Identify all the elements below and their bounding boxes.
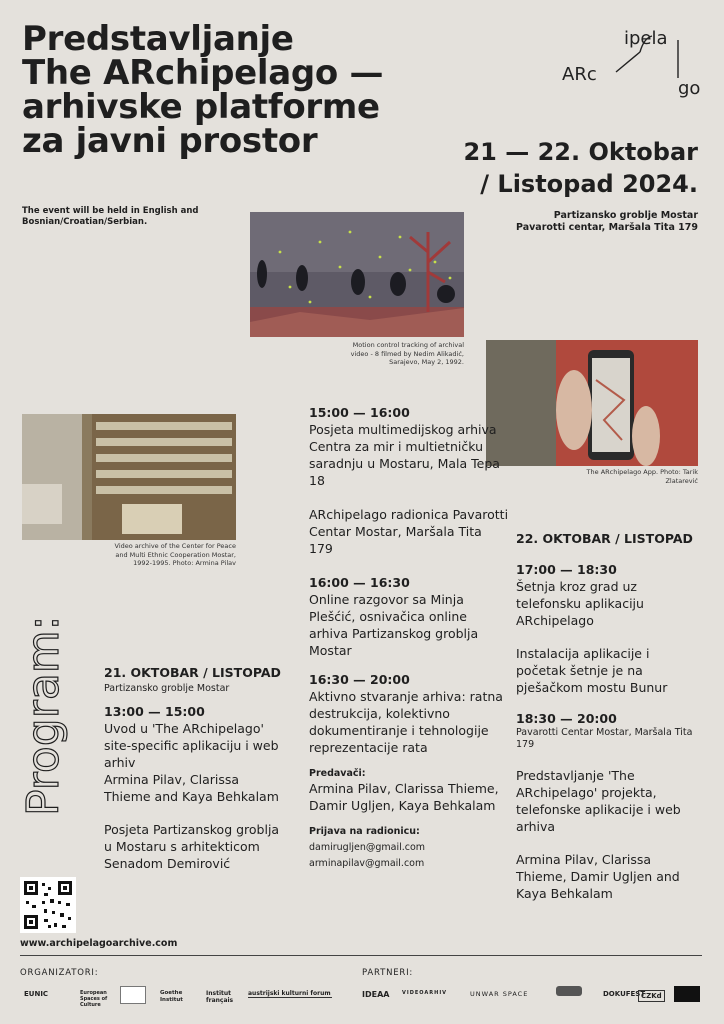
app-caption: The ARchipelago App. Photo: Tarik Zlatarević: [586, 468, 698, 485]
organizers-label: ORGANIZATORI:: [20, 968, 99, 978]
qr-code-icon: [20, 877, 76, 933]
eu-flag-icon: [120, 986, 146, 1004]
email-1[interactable]: damirugljen@gmail.com: [309, 842, 426, 853]
logo-text-ipela: ipela: [624, 28, 668, 49]
organizer-logo-eunic: EUNIC: [24, 990, 49, 998]
day-2-time-1: 17:00 — 18:30: [516, 562, 617, 577]
dates-line-1: 21 — 22. Oktobar: [463, 138, 698, 166]
tracking-image: [250, 212, 464, 337]
speakers-label: Predavači:: [309, 768, 366, 779]
mid-workshop: ARchipelago radionica Pavarotti Centar Mostar, Maršala Tita 179: [309, 507, 509, 556]
day-2-time-2: 18:30 — 20:00: [516, 711, 617, 726]
event-venue: [516, 210, 698, 234]
mid-desc-3: Aktivno stvaranje arhiva: ratna destrukcija, kolektivno dokumentiranje i tehnologije reprezentacije rata: [309, 689, 503, 755]
day-1-heading: 21. OKTOBAR / LISTOPAD: [104, 665, 281, 680]
partner-logo-videoarhiv: VIDEOARHIV: [402, 990, 448, 996]
event-dates: [463, 136, 698, 200]
footer-divider: [20, 955, 702, 956]
program-label-text: Program:: [18, 615, 69, 816]
motion-tracking-photo: [250, 212, 464, 337]
partner-logo-unwar: UNWAR SPACE: [470, 990, 529, 998]
app-photo: [486, 340, 698, 466]
partner-logo-ideaa: IDEAA: [362, 990, 390, 999]
archipelago-logo-icon: [560, 20, 710, 120]
email-2[interactable]: arminapilav@gmail.com: [309, 858, 425, 869]
logo-text-go: go: [678, 78, 701, 99]
mid-desc-1: Posjeta multimedijskog arhiva Centra za mir i multietničku saradnju u Mostaru, Mala Tepa 18: [309, 422, 500, 488]
day-1-people-1: Armina Pilav, Clarissa Thieme and Kaya Behkalam: [104, 772, 279, 804]
day-2-desc-1: Šetnja kroz grad uz telefonsku aplikaciju ARchipelago: [516, 579, 644, 628]
partners-label: PARTNERI:: [362, 968, 414, 978]
archive-caption: Video archive of the Center for Peace and Multi Ethnic Cooperation Mostar, 1992-1995. Photo: Armina Pilav: [114, 542, 236, 567]
dates-line-2: / Listopad 2024.: [480, 170, 698, 198]
partner-logo-icon: [556, 986, 582, 996]
title-line: The ARchipelago —: [22, 53, 384, 93]
app-image: [486, 340, 698, 466]
day-2-schedule: [516, 530, 701, 902]
archive-image: [22, 414, 236, 540]
day-2-install: Instalacija aplikacije i početak šetnje je na pješačkom mostu Bunur: [516, 646, 668, 695]
archive-photo: [22, 414, 236, 540]
organizer-logo-goethe: Goethe Institut: [160, 990, 183, 1003]
day-2-location-2: Pavarotti Centar Mostar, Maršala Tita 179: [516, 727, 693, 750]
day-1-time-1: 13:00 — 15:00: [104, 704, 205, 719]
signup-label: Prijava na radionicu:: [309, 826, 420, 837]
organizer-logo-eu-spaces: European Spaces of Culture: [80, 990, 108, 1008]
organizer-logo-institut-francais: Institut français: [206, 990, 234, 1004]
day-1-location: Partizansko groblje Mostar: [104, 683, 230, 694]
qr-code[interactable]: [20, 877, 76, 933]
tracking-caption: Motion control tracking of archival video - 8 filmed by Nedim Alikadić, Sarajevo, May 2, 1992.: [350, 341, 464, 366]
language-note: The event will be held in English and Bosnian/Croatian/Serbian.: [22, 206, 199, 227]
mid-desc-2: Online razgovor sa Minja Plešćić, osnivačica online arhiva Partizanskog groblja Mostar: [309, 592, 479, 658]
mid-time-1: 15:00 — 16:00: [309, 405, 410, 420]
partner-logo-czkd: CZKd: [638, 990, 665, 1002]
day-2-people-2: Armina Pilav, Clarissa Thieme, Damir Ugljen and Kaya Behkalam: [516, 852, 680, 901]
day-1-desc-1: Uvod u 'The ARchipelago' site-specific aplikaciju i web arhiv: [104, 721, 279, 770]
day-1-schedule: [104, 664, 284, 872]
program-label: [10, 615, 69, 820]
mid-time-3: 16:30 — 20:00: [309, 672, 410, 687]
day-2-heading: 22. OKTOBAR / LISTOPAD: [516, 531, 693, 546]
title-line: za javni prostor: [22, 121, 318, 161]
organizer-logo-akf: austrijski kulturni forum: [248, 990, 331, 997]
logo-text-arc: ARc: [562, 64, 597, 85]
website-link[interactable]: www.archipelagoarchive.com: [20, 938, 178, 949]
partner-logo-dokufest: DOKUFEST: [603, 990, 646, 998]
venue-line-2: Pavarotti centar, Maršala Tita 179: [516, 222, 698, 233]
title-line: Predstavljanje: [22, 19, 294, 59]
title-line: arhivske platforme: [22, 87, 380, 127]
venue-line-1: Partizansko groblje Mostar: [553, 210, 698, 221]
partner-logo-mm-icon: [674, 986, 700, 1002]
day-1-visit: Posjeta Partizanskog groblja u Mostaru s arhitekticom Senadom Demirović: [104, 822, 280, 871]
page-title: [22, 19, 432, 161]
speakers: Armina Pilav, Clarissa Thieme, Damir Ugljen, Kaya Behkalam: [309, 781, 499, 813]
middle-schedule: [309, 404, 509, 870]
mid-time-2: 16:00 — 16:30: [309, 575, 410, 590]
day-2-desc-2: Predstavljanje 'The ARchipelago' projekta, telefonske aplikacije i web arhiva: [516, 768, 681, 834]
